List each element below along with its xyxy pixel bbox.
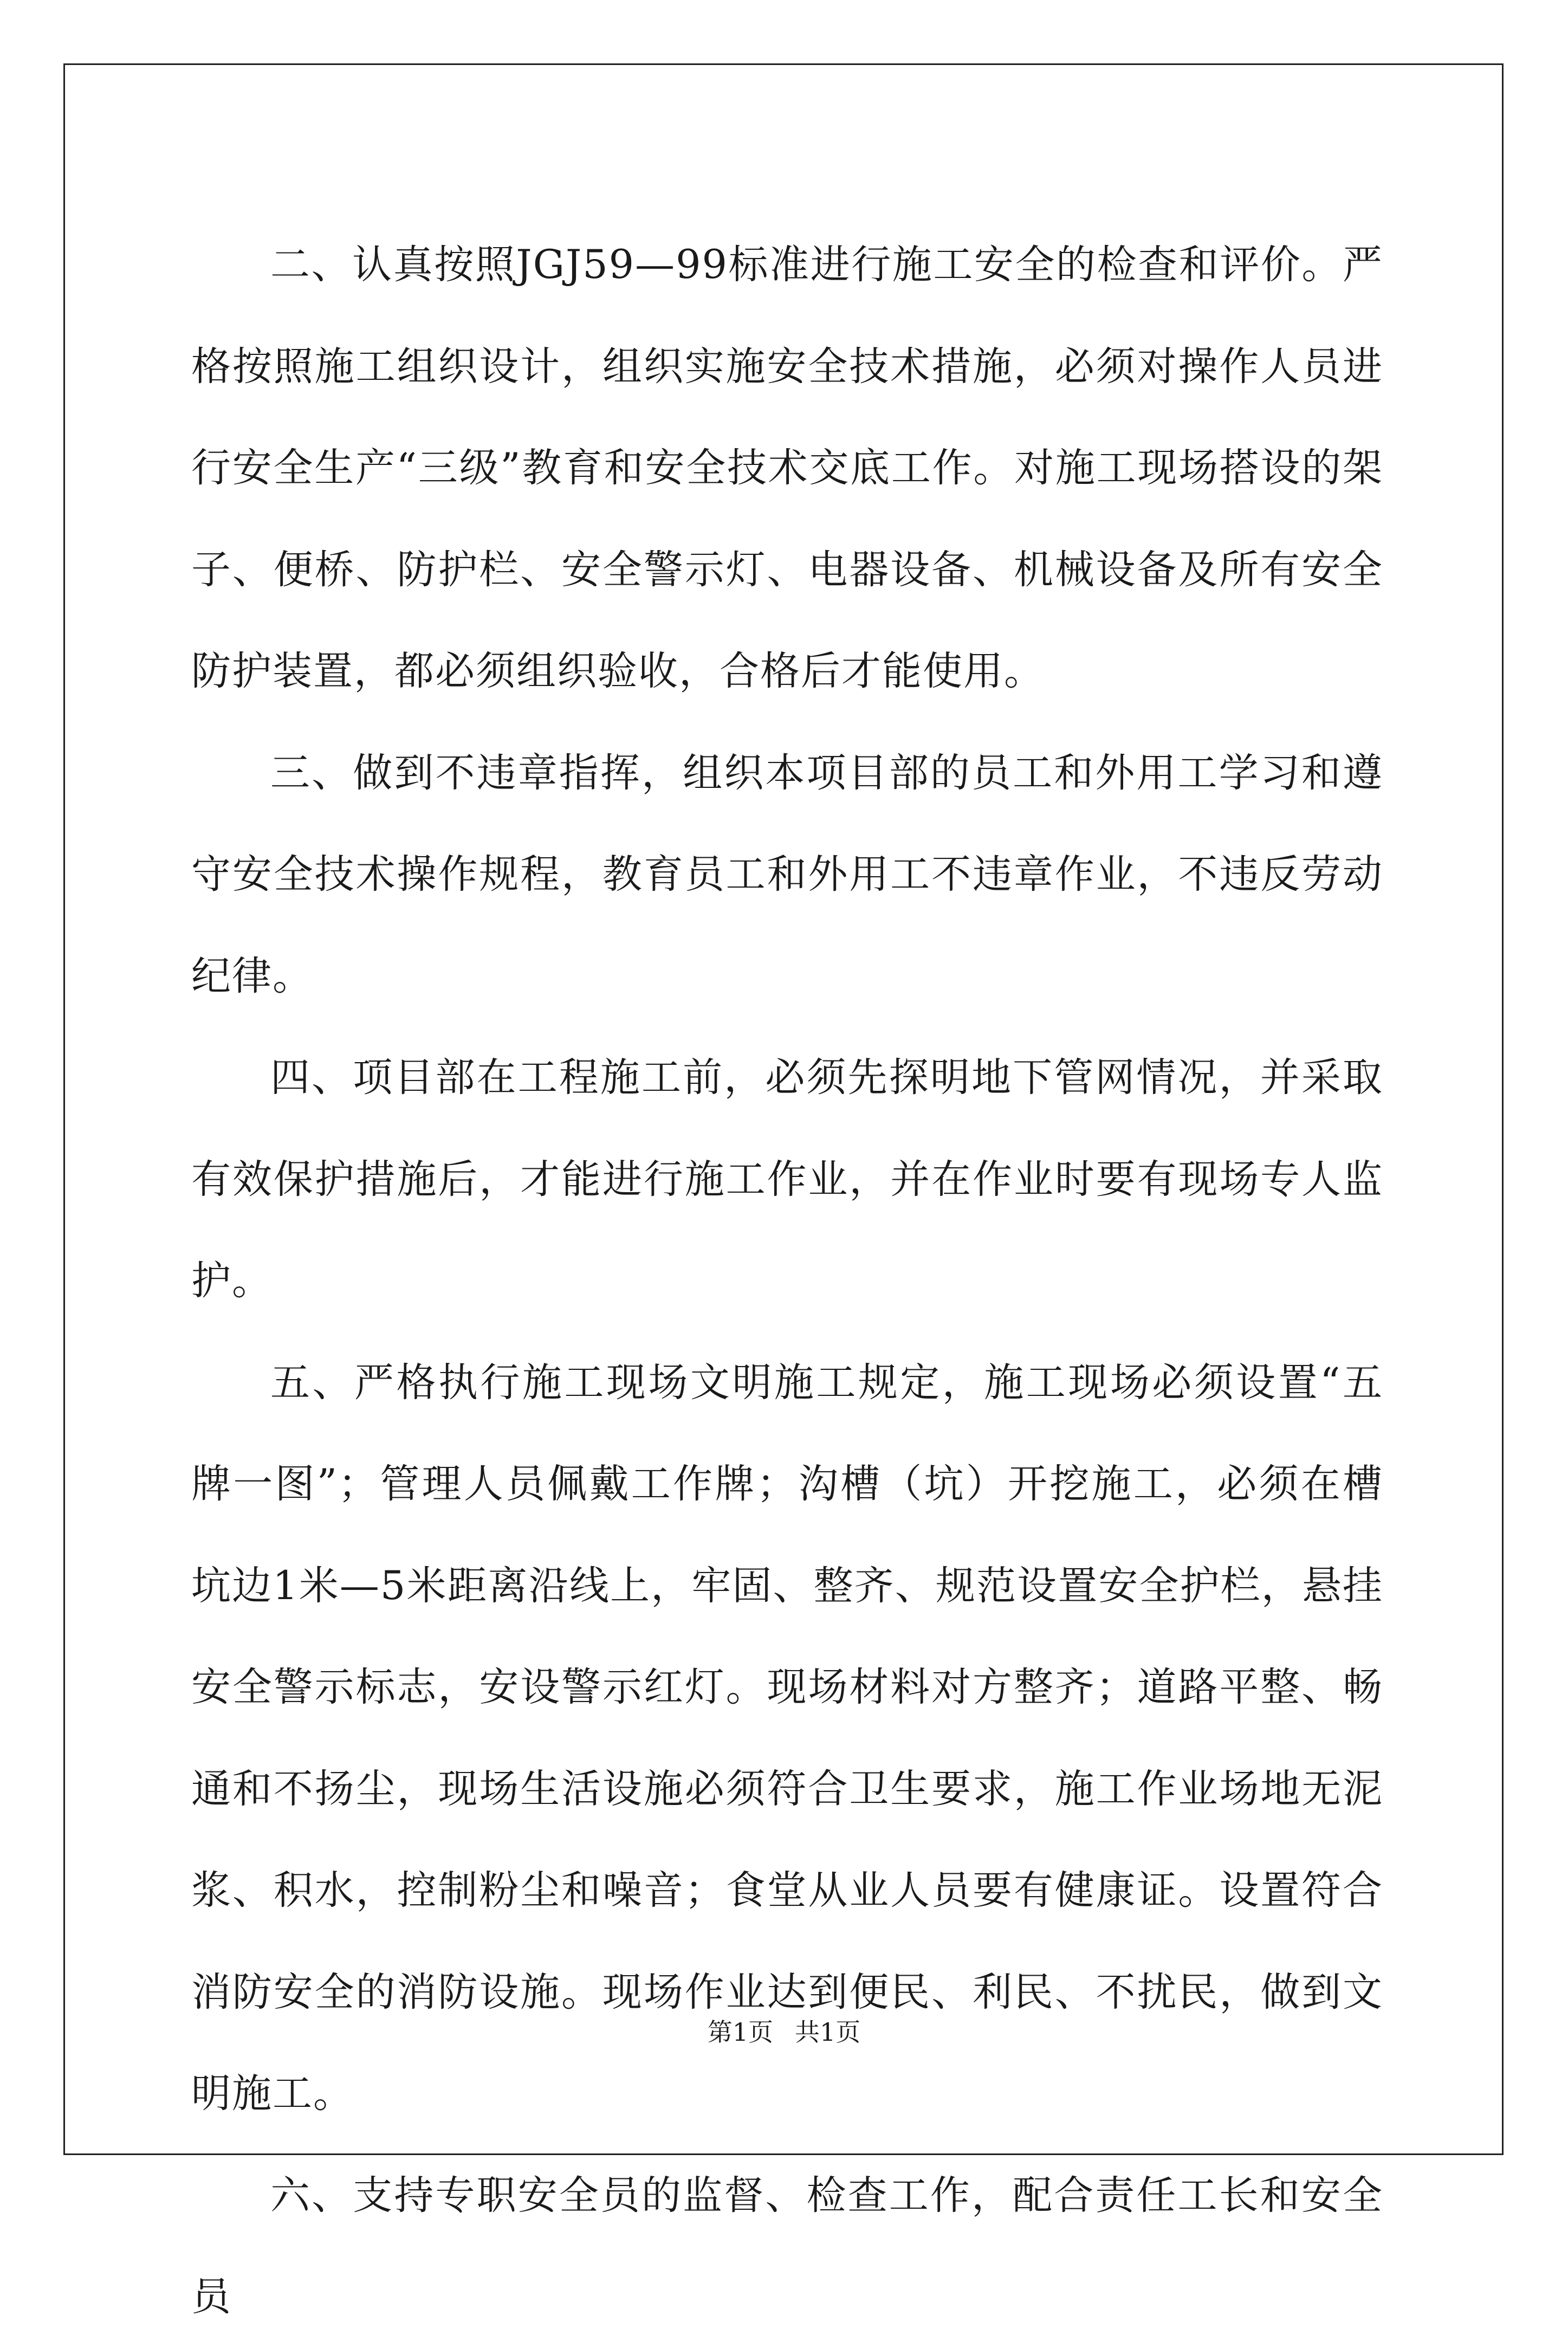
paragraph-6: 六、支持专职安全员的监督、检查工作，配合责任工长和安全员	[191, 2172, 1383, 2320]
paragraph-4: 四、项目部在工程施工前，必须先探明地下管网情况，并采取有效保护措施后，才能进行施工作业，并在作业时要有现场专人监护。	[191, 1055, 1383, 1304]
page-total: 共1页	[795, 2017, 861, 2047]
paragraph-5: 五、严格执行施工现场文明施工规定，施工现场必须设置“五牌一图”；管理人员佩戴工作牌；沟槽（坑）开挖施工，必须在槽坑边1米—5米距离沿线上，牢固、整齐、规范设置安全护栏，悬挂安全警示标志，安设警示红灯。现场材料对方整齐；道路平整、畅通和不扬尘，现场生活设施必须符合卫生要求，施工作业场地无泥浆、积水，控制粉尘和噪音；食堂从业人员要有健康证。设置符合消防安全的消防设施。现场作业达到便民、利民、不扰民，做到文明施工。	[191, 1359, 1383, 2117]
paragraph-3: 三、做到不违章指挥，组织本项目部的员工和外用工学习和遵守安全技术操作规程，教育员工和外用工不违章作业，不违反劳动纪律。	[191, 749, 1383, 999]
page-number: 第1页	[707, 2017, 773, 2047]
page-footer	[0, 2016, 1568, 2048]
paragraph-2: 二、认真按照JGJ59—99标准进行施工安全的检查和评价。严格按照施工组织设计，组织实施安全技术措施，必须对操作人员进行安全生产“三级”教育和安全技术交底工作。对施工现场搭设的架子、便桥、防护栏、安全警示灯、电器设备、机械设备及所有安全防护装置，都必须组织验收，合格后才能使用。	[191, 242, 1383, 694]
